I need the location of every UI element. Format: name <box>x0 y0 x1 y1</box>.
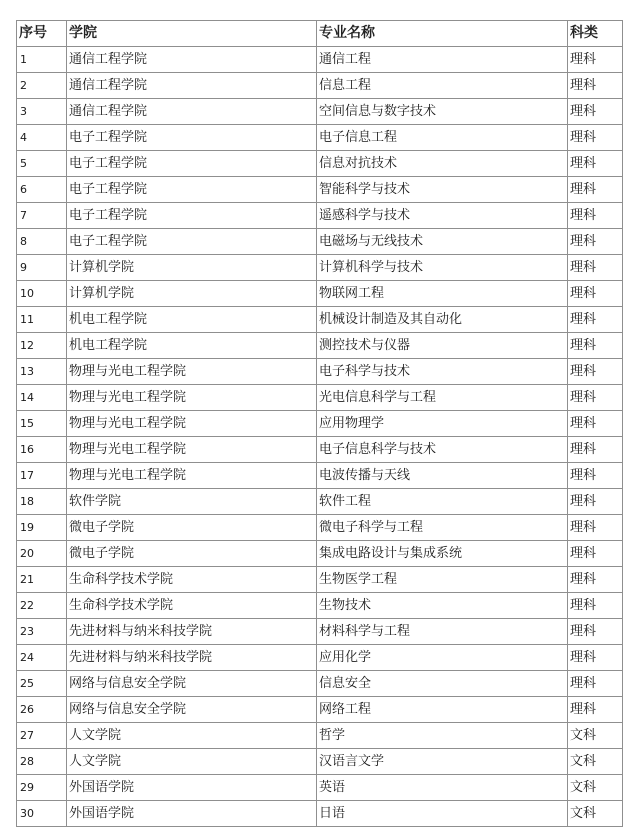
table-row <box>17 177 623 203</box>
row-category: 理科 <box>568 489 623 515</box>
row-college: 电子工程学院 <box>67 151 317 177</box>
row-category: 理科 <box>568 593 623 619</box>
row-college: 物理与光电工程学院 <box>67 463 317 489</box>
table-row <box>17 281 623 307</box>
row-college: 物理与光电工程学院 <box>67 359 317 385</box>
row-college: 通信工程学院 <box>67 73 317 99</box>
row-major: 应用化学 <box>317 645 568 671</box>
row-index: 30 <box>17 801 67 827</box>
header-major: 专业名称 <box>317 21 568 47</box>
header-index: 序号 <box>17 21 67 47</box>
row-major: 日语 <box>317 801 568 827</box>
table-row <box>17 801 623 827</box>
row-index: 6 <box>17 177 67 203</box>
row-major: 通信工程 <box>317 47 568 73</box>
table-row <box>17 359 623 385</box>
row-index: 10 <box>17 281 67 307</box>
row-index: 8 <box>17 229 67 255</box>
row-index: 11 <box>17 307 67 333</box>
table-row <box>17 619 623 645</box>
row-index: 13 <box>17 359 67 385</box>
row-index: 9 <box>17 255 67 281</box>
row-college: 人文学院 <box>67 723 317 749</box>
row-category: 文科 <box>568 801 623 827</box>
row-index: 28 <box>17 749 67 775</box>
majors-table <box>16 20 623 827</box>
row-category: 理科 <box>568 229 623 255</box>
row-major: 生物技术 <box>317 593 568 619</box>
row-college: 网络与信息安全学院 <box>67 671 317 697</box>
row-category: 理科 <box>568 463 623 489</box>
row-major: 物联网工程 <box>317 281 568 307</box>
row-category: 理科 <box>568 385 623 411</box>
table-header <box>17 21 623 47</box>
row-category: 理科 <box>568 671 623 697</box>
row-category: 理科 <box>568 411 623 437</box>
row-category: 理科 <box>568 125 623 151</box>
row-college: 生命科学技术学院 <box>67 567 317 593</box>
row-category: 理科 <box>568 177 623 203</box>
row-major: 测控技术与仪器 <box>317 333 568 359</box>
table-row <box>17 229 623 255</box>
row-major: 材料科学与工程 <box>317 619 568 645</box>
table-row <box>17 307 623 333</box>
table-row <box>17 645 623 671</box>
row-category: 理科 <box>568 567 623 593</box>
row-college: 电子工程学院 <box>67 203 317 229</box>
row-college: 微电子学院 <box>67 541 317 567</box>
row-index: 19 <box>17 515 67 541</box>
table-body <box>17 47 623 827</box>
row-category: 理科 <box>568 73 623 99</box>
row-major: 遥感科学与技术 <box>317 203 568 229</box>
table-row <box>17 723 623 749</box>
row-category: 理科 <box>568 99 623 125</box>
row-major: 电子信息科学与技术 <box>317 437 568 463</box>
row-major: 应用物理学 <box>317 411 568 437</box>
row-college: 物理与光电工程学院 <box>67 385 317 411</box>
row-index: 25 <box>17 671 67 697</box>
row-major: 哲学 <box>317 723 568 749</box>
table-row <box>17 749 623 775</box>
row-major: 机械设计制造及其自动化 <box>317 307 568 333</box>
row-index: 16 <box>17 437 67 463</box>
row-category: 文科 <box>568 749 623 775</box>
table-row <box>17 463 623 489</box>
row-college: 计算机学院 <box>67 281 317 307</box>
row-college: 机电工程学院 <box>67 333 317 359</box>
row-category: 理科 <box>568 619 623 645</box>
row-index: 2 <box>17 73 67 99</box>
row-index: 29 <box>17 775 67 801</box>
row-college: 计算机学院 <box>67 255 317 281</box>
row-college: 人文学院 <box>67 749 317 775</box>
row-major: 电子信息工程 <box>317 125 568 151</box>
row-category: 理科 <box>568 697 623 723</box>
table-row <box>17 255 623 281</box>
row-category: 文科 <box>568 775 623 801</box>
table-row <box>17 47 623 73</box>
row-major: 英语 <box>317 775 568 801</box>
row-category: 理科 <box>568 281 623 307</box>
table-row <box>17 593 623 619</box>
row-index: 4 <box>17 125 67 151</box>
table-row <box>17 125 623 151</box>
row-category: 理科 <box>568 307 623 333</box>
row-index: 15 <box>17 411 67 437</box>
row-major: 计算机科学与技术 <box>317 255 568 281</box>
table-row <box>17 333 623 359</box>
row-category: 文科 <box>568 723 623 749</box>
row-college: 软件学院 <box>67 489 317 515</box>
row-category: 理科 <box>568 359 623 385</box>
table-row <box>17 489 623 515</box>
header-category: 科类 <box>568 21 623 47</box>
table-row <box>17 515 623 541</box>
row-index: 5 <box>17 151 67 177</box>
table-row <box>17 151 623 177</box>
row-category: 理科 <box>568 47 623 73</box>
row-college: 网络与信息安全学院 <box>67 697 317 723</box>
row-category: 理科 <box>568 437 623 463</box>
row-major: 光电信息科学与工程 <box>317 385 568 411</box>
row-major: 电波传播与天线 <box>317 463 568 489</box>
header-college: 学院 <box>67 21 317 47</box>
row-college: 先进材料与纳米科技学院 <box>67 645 317 671</box>
row-category: 理科 <box>568 645 623 671</box>
row-college: 机电工程学院 <box>67 307 317 333</box>
row-category: 理科 <box>568 515 623 541</box>
row-major: 智能科学与技术 <box>317 177 568 203</box>
row-index: 23 <box>17 619 67 645</box>
row-major: 信息安全 <box>317 671 568 697</box>
row-index: 17 <box>17 463 67 489</box>
row-index: 3 <box>17 99 67 125</box>
row-college: 电子工程学院 <box>67 177 317 203</box>
row-index: 7 <box>17 203 67 229</box>
row-index: 20 <box>17 541 67 567</box>
row-college: 电子工程学院 <box>67 125 317 151</box>
majors-table-container <box>16 20 623 827</box>
row-category: 理科 <box>568 255 623 281</box>
row-index: 1 <box>17 47 67 73</box>
row-major: 微电子科学与工程 <box>317 515 568 541</box>
row-index: 22 <box>17 593 67 619</box>
row-index: 21 <box>17 567 67 593</box>
table-row <box>17 411 623 437</box>
row-major: 软件工程 <box>317 489 568 515</box>
row-index: 14 <box>17 385 67 411</box>
table-row <box>17 541 623 567</box>
row-college: 外国语学院 <box>67 775 317 801</box>
table-row <box>17 697 623 723</box>
table-row <box>17 99 623 125</box>
row-major: 集成电路设计与集成系统 <box>317 541 568 567</box>
table-row <box>17 567 623 593</box>
row-index: 24 <box>17 645 67 671</box>
row-index: 26 <box>17 697 67 723</box>
row-category: 理科 <box>568 203 623 229</box>
row-college: 外国语学院 <box>67 801 317 827</box>
row-college: 通信工程学院 <box>67 47 317 73</box>
table-row <box>17 73 623 99</box>
row-index: 12 <box>17 333 67 359</box>
row-major: 网络工程 <box>317 697 568 723</box>
row-college: 电子工程学院 <box>67 229 317 255</box>
row-major: 信息工程 <box>317 73 568 99</box>
table-row <box>17 437 623 463</box>
row-major: 电子科学与技术 <box>317 359 568 385</box>
header-row <box>17 21 623 47</box>
table-row <box>17 671 623 697</box>
row-index: 27 <box>17 723 67 749</box>
row-college: 物理与光电工程学院 <box>67 411 317 437</box>
table-row <box>17 385 623 411</box>
row-major: 汉语言文学 <box>317 749 568 775</box>
table-row <box>17 775 623 801</box>
row-college: 生命科学技术学院 <box>67 593 317 619</box>
row-category: 理科 <box>568 333 623 359</box>
row-major: 电磁场与无线技术 <box>317 229 568 255</box>
row-category: 理科 <box>568 541 623 567</box>
row-major: 信息对抗技术 <box>317 151 568 177</box>
table-row <box>17 203 623 229</box>
row-college: 通信工程学院 <box>67 99 317 125</box>
row-major: 空间信息与数字技术 <box>317 99 568 125</box>
row-college: 物理与光电工程学院 <box>67 437 317 463</box>
row-category: 理科 <box>568 151 623 177</box>
row-major: 生物医学工程 <box>317 567 568 593</box>
row-college: 先进材料与纳米科技学院 <box>67 619 317 645</box>
row-college: 微电子学院 <box>67 515 317 541</box>
row-index: 18 <box>17 489 67 515</box>
